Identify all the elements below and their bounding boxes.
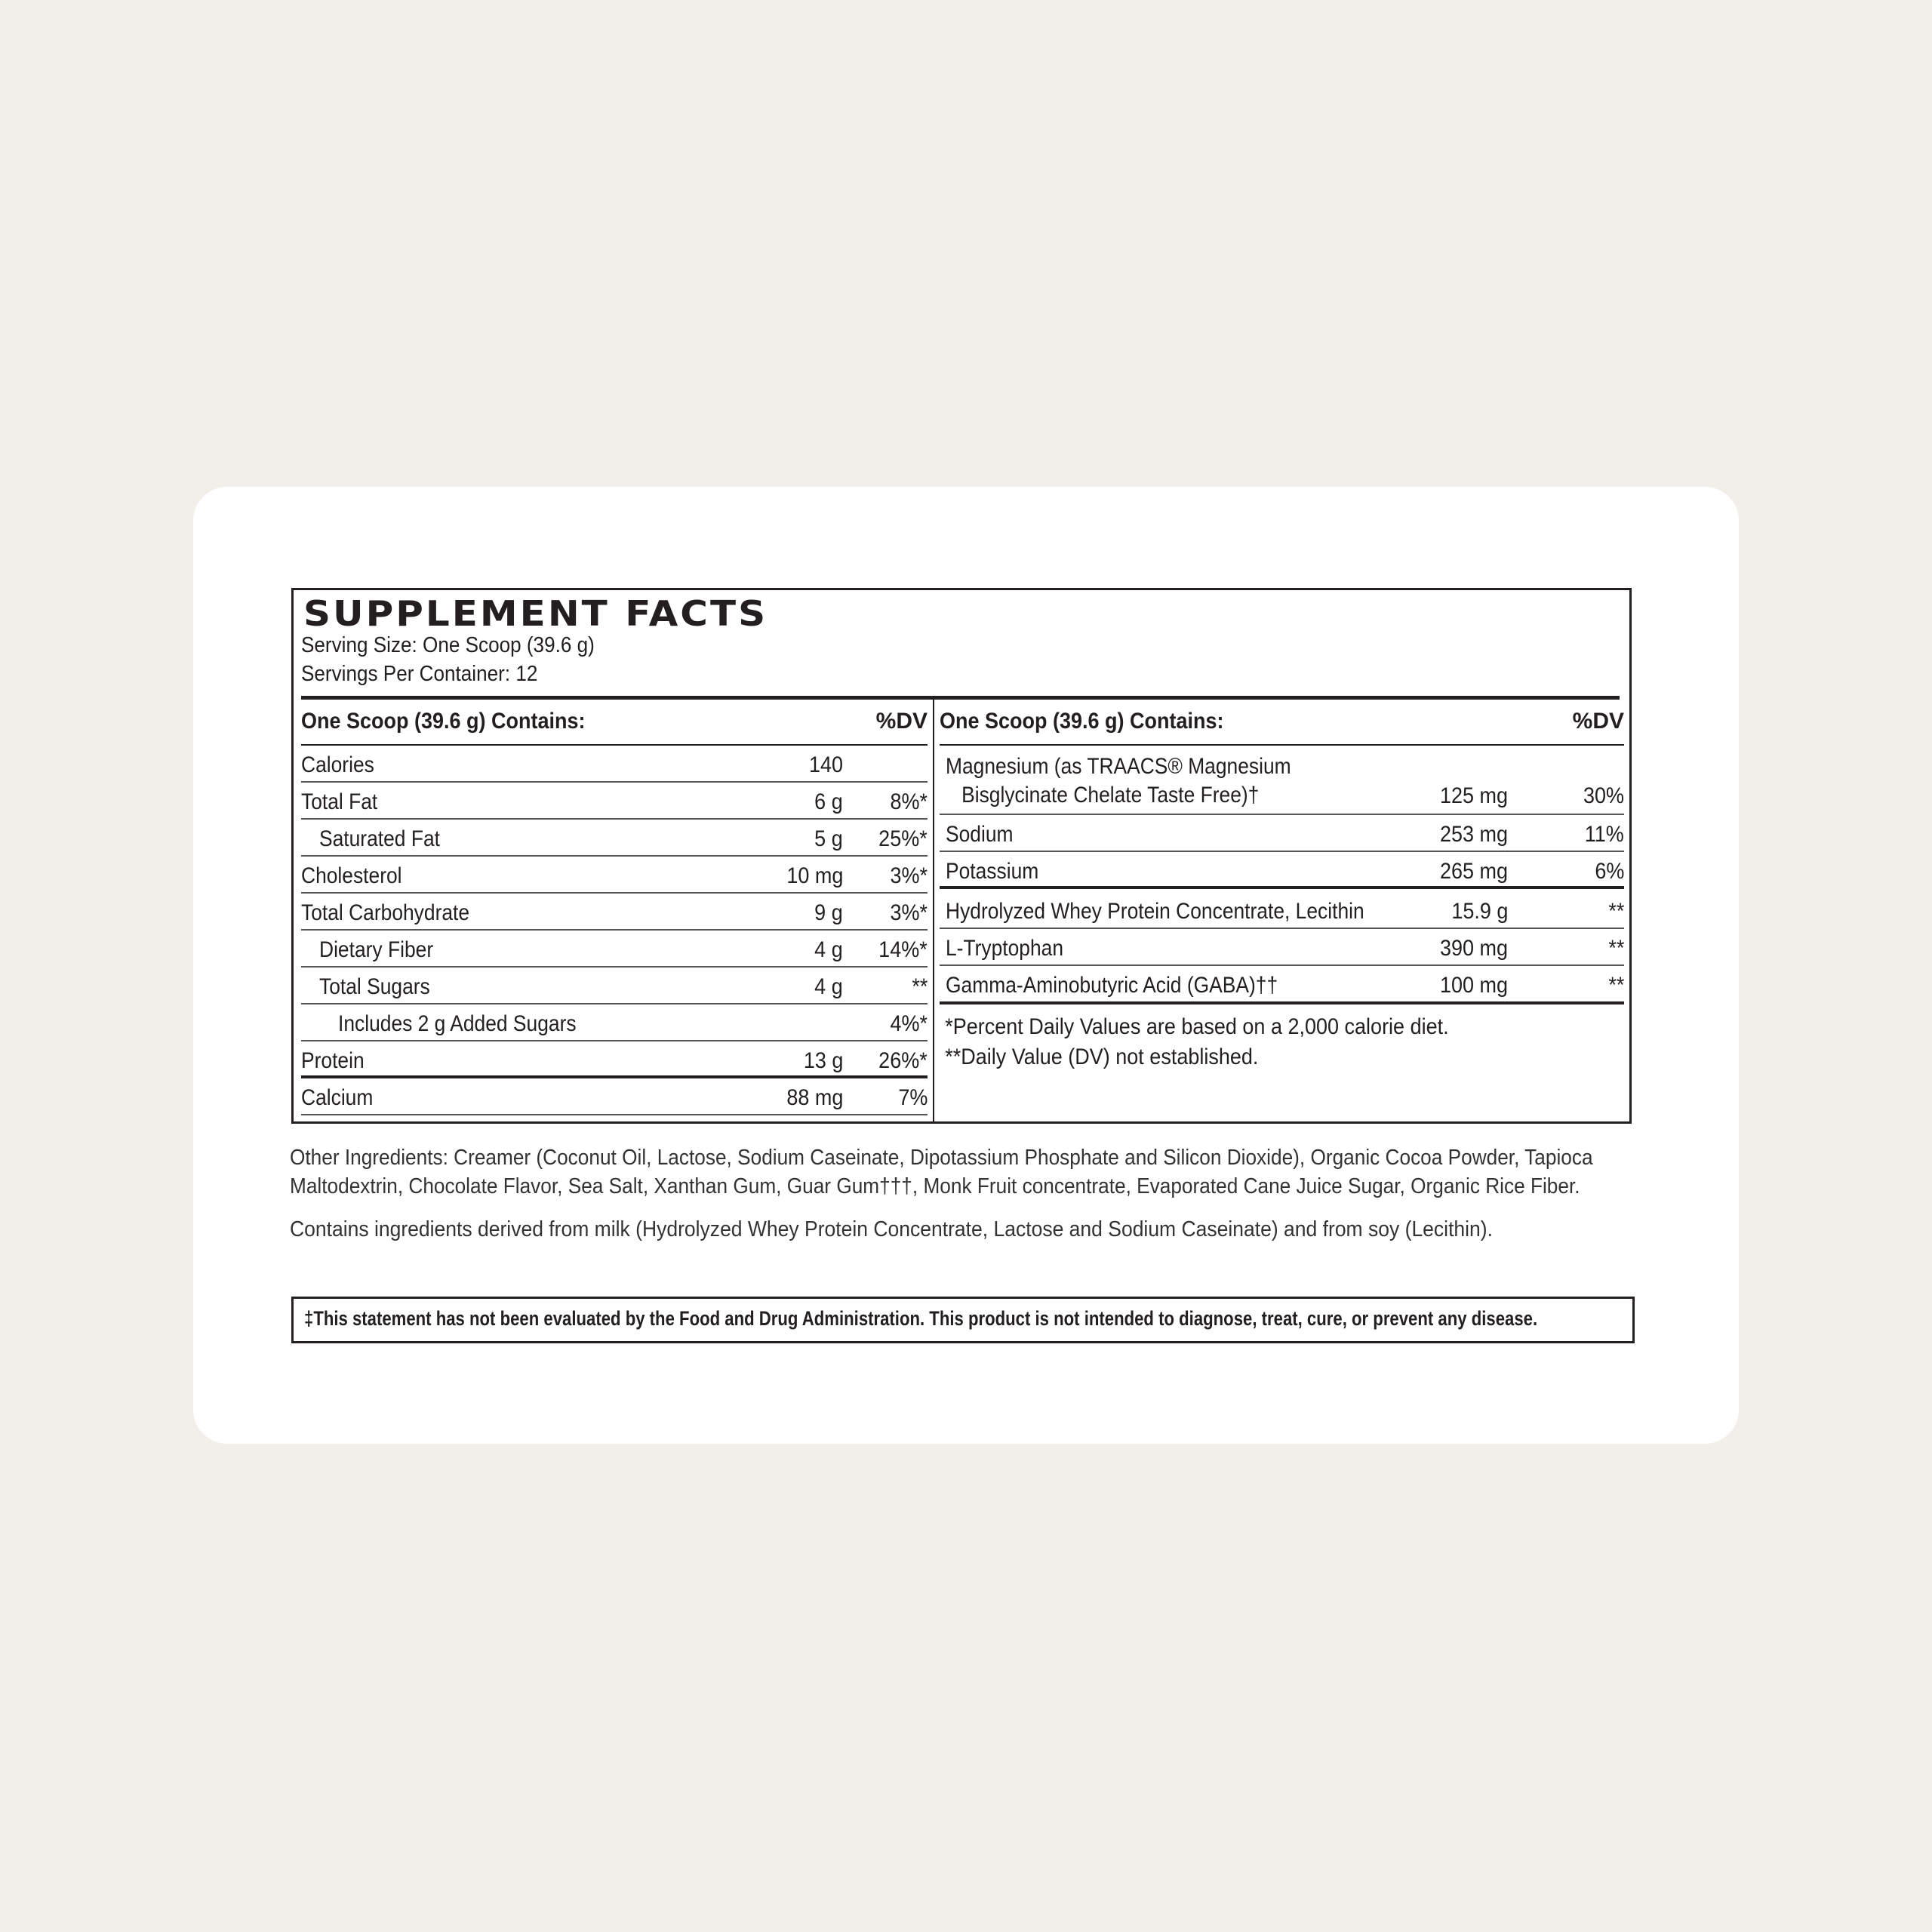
nutrient-name: Calories — [301, 752, 374, 777]
nutrient-dv: 6% — [1594, 859, 1624, 884]
nutrient-name: Protein — [301, 1048, 365, 1073]
nutrient-dv: 30% — [1583, 783, 1624, 808]
nutrient-dv: 7% — [897, 1085, 928, 1110]
nutrient-name-line-1: Magnesium (as TRAACS® Magnesium — [946, 754, 1291, 779]
nutrient-name: Total Carbohydrate — [301, 900, 470, 925]
nutrient-dv: 8%* — [890, 789, 928, 814]
nutrient-amount: 140 — [808, 752, 843, 777]
nutrient-dv: 11% — [1584, 822, 1624, 847]
nutrient-dv: 25%* — [878, 826, 928, 851]
nutrient-amount: 265 mg — [1439, 859, 1508, 884]
table-row — [940, 815, 1624, 852]
nutrient-name: L-Tryptophan — [946, 936, 1064, 961]
servings-per-container: Servings Per Container: 12 — [301, 662, 538, 686]
nutrient-amount: 10 mg — [786, 863, 843, 888]
nutrient-amount: 13 g — [803, 1048, 843, 1073]
serving-size: Serving Size: One Scoop (39.6 g) — [301, 633, 595, 657]
nutrient-amount: 9 g — [814, 900, 843, 925]
nutrient-dv: ** — [1607, 973, 1624, 998]
header-dv: %DV — [875, 709, 928, 734]
ingredients-line-2: Maltodextrin, Chocolate Flavor, Sea Salt, Xanthan Gum, Guar Gum†††, Monk Fruit concentrate, Evaporated Cane Juice Sugar, Organic Rice Fiber. — [290, 1174, 1580, 1198]
nutrient-amount: 253 mg — [1439, 822, 1508, 847]
nutrient-name: Dietary Fiber — [319, 937, 434, 962]
header-label: One Scoop (39.6 g) Contains: — [940, 709, 1224, 734]
table-header — [301, 700, 928, 746]
nutrient-name: Saturated Fat — [319, 826, 440, 851]
ingredients-line-1: Other Ingredients: Creamer (Coconut Oil, Lactose, Sodium Caseinate, Dipotassium Phosphate and Silicon Dioxide), Organic Cocoa Powder, Tapioca — [290, 1146, 1593, 1170]
nutrient-dv: 4%* — [890, 1011, 928, 1036]
nutrient-name: Gamma-Aminobutyric Acid (GABA)†† — [946, 973, 1278, 998]
header-dv: %DV — [1572, 709, 1624, 734]
nutrient-dv: ** — [1607, 936, 1624, 961]
column-divider — [933, 700, 934, 1121]
label-card — [193, 487, 1739, 1444]
table-row — [301, 820, 928, 857]
nutrient-name-line-2: Bisglycinate Chelate Taste Free)† — [961, 783, 1260, 808]
nutrient-dv: 3%* — [890, 900, 928, 925]
nutrient-amount: 4 g — [814, 974, 843, 999]
footnote-dv-not-established: **Daily Value (DV) not established. — [945, 1044, 1259, 1069]
nutrient-dv: ** — [1607, 899, 1624, 924]
nutrient-amount: 88 mg — [786, 1085, 843, 1110]
table-row — [301, 894, 928, 931]
fda-disclaimer-text: ‡This statement has not been evaluated by the Food and Drug Administration. This product is not intended to diagnose, treat, cure, or prevent any disease. — [304, 1307, 1538, 1330]
nutrient-amount: 15.9 g — [1451, 899, 1508, 924]
nutrient-name: Hydrolyzed Whey Protein Concentrate, Lecithin — [946, 899, 1364, 924]
nutrient-amount: 100 mg — [1439, 973, 1508, 998]
nutrient-dv: ** — [911, 974, 928, 999]
nutrient-amount: 390 mg — [1439, 936, 1508, 961]
fda-disclaimer-box — [291, 1297, 1635, 1343]
header-label: One Scoop (39.6 g) Contains: — [301, 709, 586, 734]
table-row — [940, 929, 1624, 966]
nutrient-dv: 14%* — [878, 937, 928, 962]
panel-title: SUPPLEMENT FACTS — [303, 593, 768, 635]
nutrient-name: Includes 2 g Added Sugars — [338, 1011, 577, 1036]
nutrient-amount: 125 mg — [1439, 783, 1508, 808]
nutrient-name: Cholesterol — [301, 863, 402, 888]
table-header — [940, 700, 1624, 746]
nutrient-name: Potassium — [946, 859, 1039, 884]
table-row — [940, 966, 1624, 1004]
left-nutrient-table — [301, 700, 928, 1115]
nutrient-name: Total Sugars — [319, 974, 430, 999]
nutrient-name — [946, 752, 1291, 810]
table-row — [940, 852, 1624, 889]
nutrient-name: Sodium — [946, 822, 1014, 847]
table-row — [301, 1078, 928, 1115]
nutrient-amount: 4 g — [814, 937, 843, 962]
nutrient-dv: 3%* — [890, 863, 928, 888]
allergen-statement: Contains ingredients derived from milk (Hydrolyzed Whey Protein Concentrate, Lactose and Sodium Caseinate) and from soy (Lecithin). — [290, 1217, 1493, 1241]
table-row — [301, 931, 928, 968]
nutrient-name: Total Fat — [301, 789, 378, 814]
table-row — [301, 1004, 928, 1041]
other-ingredients — [290, 1143, 1593, 1201]
nutrient-amount: 6 g — [814, 789, 843, 814]
table-row — [301, 1041, 928, 1078]
nutrient-name: Calcium — [301, 1085, 374, 1110]
footnote-daily-values: *Percent Daily Values are based on a 2,000 calorie diet. — [945, 1014, 1449, 1039]
table-row — [301, 857, 928, 894]
nutrient-amount: 5 g — [814, 826, 843, 851]
table-row — [301, 746, 928, 783]
supplement-facts-panel — [291, 588, 1632, 1124]
right-nutrient-table — [940, 700, 1624, 1072]
nutrient-dv: 26%* — [878, 1048, 928, 1073]
table-row — [940, 746, 1624, 815]
table-row — [301, 783, 928, 820]
footnotes — [940, 1004, 1555, 1072]
table-row — [301, 968, 928, 1004]
table-row — [940, 889, 1624, 929]
